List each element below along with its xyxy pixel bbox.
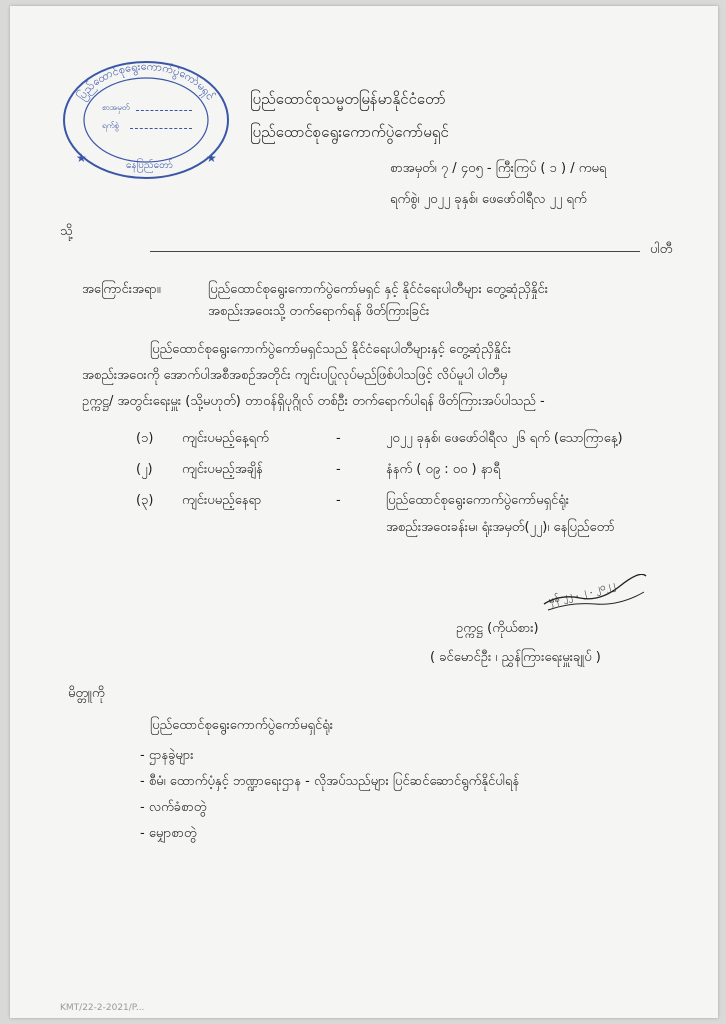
recipient-to: သို့ — [60, 224, 73, 239]
cc-item: - စီမံ၊ ထောက်ပံ့နှင့် ဘဏ္ဍာရေးဌာန - လိုအပ်သည်များ ပြင်ဆင်ဆောင်ရွက်နိုင်ပါရန် — [140, 774, 520, 789]
cc-item: - ဌာနခွဲများ — [140, 748, 194, 763]
stamp-bottom-text: နေပြည်တော် — [126, 160, 173, 171]
schedule-value-continued: အစည်းအဝေးခန်းမ၊ ရုံးအမှတ်(၂၂)၊ နေပြည်တော် — [386, 520, 615, 535]
signature-date-text: မှန် ၂၂ . ၂ . ၂၀၂၂ — [547, 579, 617, 607]
official-seal-stamp — [60, 58, 232, 182]
svg-text:★: ★ — [76, 151, 87, 165]
signatory-role: ဥက္ကဋ္ဌ (ကိုယ်စား) — [456, 621, 539, 636]
government-heading: ပြည်ထောင်စုသမ္မတမြန်မာနိုင်ငံတော် — [250, 90, 446, 108]
svg-text:ပြည်ထောင်စုရွေးကောက်ပွဲကော်မရှ: ပြည်ထောင်စုရွေးကောက်ပွဲကော်မရှင် — [74, 59, 218, 103]
body-line-2: အစည်းအဝေးကို အောက်ပါအစီအစဉ်အတိုင်း ကျင်းပပြုလုပ်မည်ဖြစ်ပါသဖြင့် လိပ်မူပါ ပါတီမှ — [82, 368, 508, 383]
stamp-ref-label: စာအမှတ် — [102, 103, 130, 112]
schedule-label: ကျင်းပမည့်နေရာ — [182, 493, 262, 508]
schedule-label: ကျင်းပမည့်အချိန် — [182, 462, 263, 477]
stamp-date-line — [130, 128, 192, 129]
handwritten-signature — [540, 574, 650, 614]
cc-item: - လက်ခံစာတွဲ — [140, 800, 207, 815]
letter-page — [10, 6, 718, 1018]
body-line-1: ပြည်ထောင်စုရွေးကောက်ပွဲကော်မရှင်သည် နိုင်ငံရေးပါတီများနှင့် တွေ့ဆုံညှိနှိုင်း — [150, 342, 512, 357]
footer-code: KMT/22-2-2021/P... — [60, 1003, 145, 1013]
schedule-value: ပြည်ထောင်စုရွေးကောက်ပွဲကော်မရှင်ရုံး — [386, 493, 569, 508]
subject-label: အကြောင်းအရာ။ — [82, 282, 161, 297]
svg-text:★: ★ — [206, 151, 217, 165]
body-line-3: ဥက္ကဋ္ဌ/ အတွင်းရေးမှူး (သို့မဟုတ်) တာဝန်ရှိပုဂ္ဂိုလ် တစ်ဦး တက်ရောက်ပါရန် ဖိတ်ကြားအပ်ပါသည် - — [82, 394, 545, 409]
schedule-num: (၂) — [136, 462, 153, 477]
schedule-num: (၁) — [136, 431, 154, 446]
schedule-num: (၃) — [136, 493, 154, 508]
schedule-label: ကျင်းပမည့်နေ့ရက် — [182, 431, 269, 446]
schedule-value: နံနက် ( ၀၉ : ၀၀ ) နာရီ — [386, 462, 501, 477]
schedule-value: ၂၀၂၂ ခုနှစ်၊ ဖေဖော်ဝါရီလ ၂၆ ရက် (သောကြာနေ့) — [386, 431, 623, 446]
cc-item: - မျှောစာတွဲ — [140, 826, 197, 841]
subject-line-2: အစည်းအဝေးသို့ တက်ရောက်ရန် ဖိတ်ကြားခြင်း — [208, 304, 430, 319]
recipient-party: ပါတီ — [650, 242, 673, 257]
schedule-dash: - — [336, 493, 341, 508]
letter-date: ရက်စွဲ၊ ၂၀၂၂ ခုနှစ်၊ ဖေဖော်ဝါရီလ ၂၂ ရက် — [390, 192, 587, 207]
reference-number: စာအမှတ်၊ ၇ / ၄၀၅ - ကြီးကြပ် ( ၁ ) / ကမရ — [390, 161, 607, 176]
schedule-dash: - — [336, 431, 341, 446]
commission-heading: ပြည်ထောင်စုရွေးကောက်ပွဲကော်မရှင် — [250, 123, 449, 141]
cc-label: မိတ္တူကို — [68, 686, 105, 701]
recipient-blank-line — [150, 251, 640, 252]
schedule-dash: - — [336, 462, 341, 477]
subject-line-1: ပြည်ထောင်စုရွေးကောက်ပွဲကော်မရှင် နှင့် နိုင်ငံရေးပါတီများ တွေ့ဆုံညှိနှိုင်း — [208, 282, 549, 297]
cc-office: ပြည်ထောင်စုရွေးကောက်ပွဲကော်မရှင်ရုံး — [150, 718, 333, 733]
signatory-name: ( ခင်မောင်ဦး ၊ ညွှန်ကြားရေးမှူးချုပ် ) — [430, 650, 601, 665]
stamp-date-label: ရက်စွဲ — [102, 121, 119, 130]
stamp-ref-line — [136, 110, 192, 111]
